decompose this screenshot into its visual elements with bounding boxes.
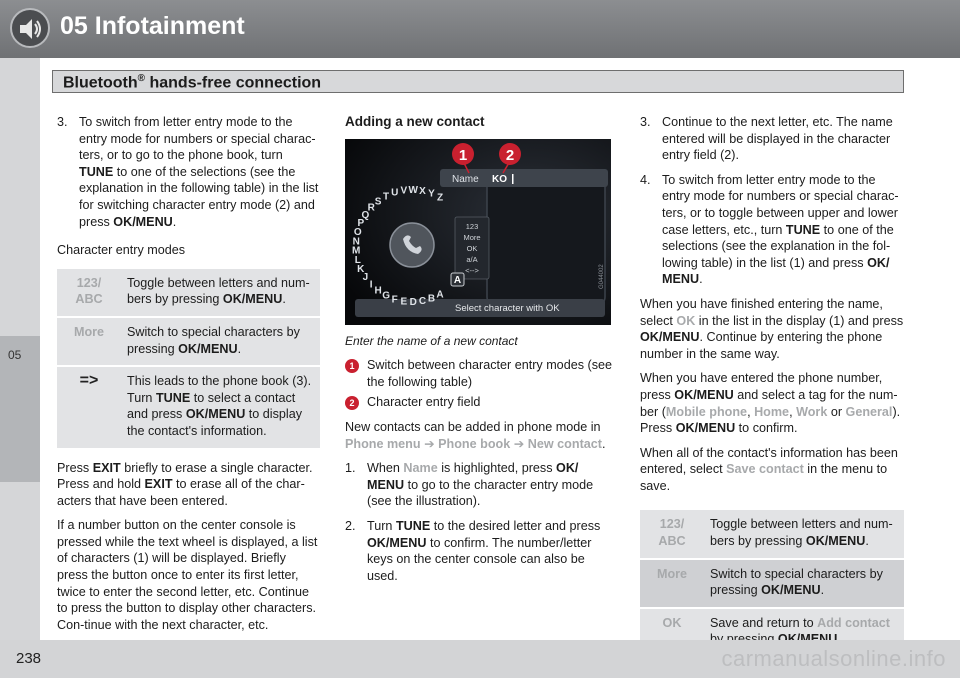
- wheel-letter: N: [352, 235, 360, 247]
- mode-menu-item: 123: [465, 221, 479, 231]
- wheel-letter: W: [408, 184, 418, 196]
- table-row: [57, 367, 320, 447]
- middle-column: [345, 114, 617, 592]
- wheel-letter: H: [374, 285, 382, 297]
- svg-text:1: 1: [458, 146, 468, 164]
- mode-desc: Switch to special characters by pressing OK/MENU.: [121, 318, 320, 365]
- wheel-letter: T: [383, 190, 390, 202]
- mode-menu-item: <-->: [465, 265, 479, 275]
- mode-key: =>: [57, 367, 121, 447]
- selected-letter: A: [453, 274, 462, 286]
- wheel-letter: O: [353, 226, 362, 238]
- page-number: 238: [16, 650, 42, 667]
- mode-key: 123/ ABC: [57, 269, 121, 316]
- subsection-title: Adding a new contact: [345, 114, 485, 129]
- paragraph: Press EXIT briefly to erase a single character. Press and hold EXIT to erase all of the char-acters that have been entered.: [57, 460, 313, 508]
- page-footer: [0, 640, 960, 678]
- wheel-letter: K: [357, 263, 365, 275]
- wheel-letter: U: [391, 187, 399, 199]
- paragraph: When you have finished entering the name, select OK in the list in the display (1) and press OK/MENU. Continue by entering the phone number in the same way.: [640, 296, 904, 361]
- mode-desc: This leads to the phone book (3). Turn TUNE to select a contact and press OK/MENU to display the contact's information.: [121, 367, 320, 447]
- mode-menu-item: OK: [466, 243, 478, 253]
- wheel-letter: C: [418, 295, 427, 307]
- step-1: 1. When Name is highlighted, press OK/ MENU to go to the character entry mode (see the illustration).: [345, 461, 594, 509]
- contact-modes-table: [640, 508, 904, 658]
- paragraph: If a number button on the center console is pressed while the text wheel is displayed, a list of characters (1) will be displayed. Briefly press the button once to enter its first letter, twice to enter the second letter, etc. Continue to press the button to display other characters. Con-tinue with the next character, etc.: [57, 518, 318, 632]
- wheel-letter: Z: [436, 192, 444, 204]
- wheel-letter: B: [427, 293, 436, 305]
- table-row: [640, 510, 904, 557]
- mode-desc: Toggle between letters and num-bers by pressing OK/MENU.: [704, 510, 904, 557]
- legend-item-1: 1 Switch between character entry modes (see the following table): [345, 357, 617, 390]
- paragraph: New contacts can be added in phone mode in Phone menu ➔ Phone book ➔ New contact.: [345, 419, 606, 451]
- watermark: carmanualsonline.info: [721, 646, 946, 671]
- wheel-letter: G: [382, 290, 390, 302]
- step-4: 4. To switch from letter entry mode to the entry mode for numbers or special charac-ters, or to toggle between upper and lower case letters, etc., turn TUNE to one of the selections (see the explanation in the fol-lowing table) in the list (1) and press OK/ MENU.: [640, 172, 899, 287]
- section-header: [52, 70, 904, 93]
- step-3-left: 3. To switch from letter entry mode to the entry mode for numbers or special charac-ters, or to go to the phone book, turn TUNE to one of the selections (see the explanation in the following table) in the list for switching character entry mode (2) and press OK/MENU.: [57, 115, 319, 229]
- display-screen: [345, 139, 611, 325]
- display-status: Select character with OK: [455, 302, 560, 314]
- mode-key: 123/ ABC: [640, 510, 704, 557]
- wheel-letter: D: [409, 296, 417, 308]
- paragraph: When all of the contact's information has been entered, select Save contact in the menu to save.: [640, 445, 898, 493]
- mode-key: OK: [640, 609, 704, 656]
- chapter-title: 05 Infotainment: [60, 12, 245, 40]
- mode-key: More: [57, 318, 121, 365]
- display-illustration: [345, 139, 611, 325]
- legend-item-2: 2 Character entry field: [345, 394, 617, 411]
- wheel-letter: V: [400, 185, 408, 197]
- wheel-letter: P: [357, 217, 365, 229]
- chapter-header: [0, 0, 960, 58]
- chapter-sidebar: [0, 58, 40, 640]
- table-row: [640, 560, 904, 607]
- figure-caption: Enter the name of a new contact: [345, 333, 518, 348]
- chapter-number: 05: [8, 348, 22, 362]
- text-cursor: [512, 174, 514, 184]
- mode-menu-item: a/A: [466, 254, 478, 264]
- speaker-icon: [10, 8, 50, 48]
- name-field-label: Name: [452, 173, 479, 185]
- wheel-letter: M: [352, 245, 361, 257]
- modes-label: Character entry modes: [57, 243, 186, 258]
- wheel-letter: L: [354, 254, 361, 266]
- wheel-letter: A: [436, 289, 444, 301]
- character-modes-table: [57, 267, 320, 450]
- wheel-letter: R: [367, 202, 375, 214]
- wheel-letter: Q: [361, 209, 370, 221]
- name-field-value: KO: [492, 173, 507, 185]
- wheel-letter: E: [400, 295, 408, 307]
- mode-desc: Save and return to Add contact: [704, 609, 904, 656]
- wheel-letter: S: [374, 195, 382, 207]
- step-2: 2. Turn TUNE to the desired letter and press OK/MENU to confirm. The number/letter keys on the center console can also be used.: [345, 518, 601, 583]
- svg-text:2: 2: [505, 146, 515, 164]
- mode-key: More: [640, 560, 704, 607]
- left-column: [57, 114, 320, 666]
- right-column: [640, 114, 904, 668]
- section-title: Bluetooth® hands-free connection: [63, 73, 322, 92]
- table-row: [57, 269, 320, 316]
- wheel-letter: Y: [428, 188, 435, 200]
- mode-desc: Switch to special characters by pressing OK/MENU.: [704, 560, 904, 607]
- wheel-letter: X: [419, 185, 426, 197]
- wheel-letter: I: [369, 278, 373, 290]
- wheel-letter: J: [362, 271, 369, 283]
- table-row: [57, 318, 320, 365]
- mode-menu-item: More: [463, 232, 481, 242]
- wheel-letter: F: [391, 293, 398, 305]
- figure-code: G044002: [599, 263, 605, 289]
- paragraph: When you have entered the phone number, press OK/MENU and select a tag for the num-ber (Mobile phone, Home, Work or General). Press OK/MENU to confirm.: [640, 371, 901, 436]
- mode-desc: Toggle between letters and num-bers by pressing OK/MENU.: [121, 269, 320, 316]
- step-3-right: 3. Continue to the next letter, etc. The name entered will be displayed in the character entry field (2).: [640, 115, 893, 163]
